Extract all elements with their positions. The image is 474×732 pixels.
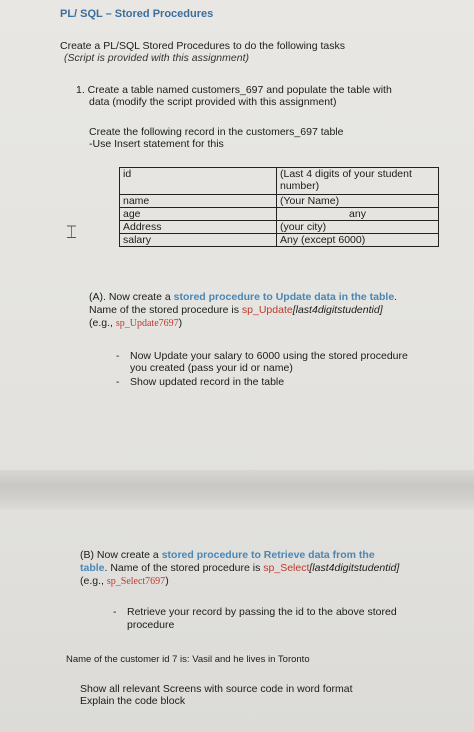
partB-line3: (e.g., sp_Select7697) [80, 575, 169, 587]
partA-line1: (A). Now create a stored procedure to Update data in the table. [89, 291, 398, 303]
partB-line1: (B) Now create a stored procedure to Retrieve data from the [80, 549, 375, 561]
document-title: PL/ SQL – Stored Procedures [60, 8, 214, 20]
partA-bullet1-line1: Now Update your salary to 6000 using the stored procedure [130, 350, 408, 362]
record-table [119, 167, 439, 247]
partA-line2: Name of the stored procedure is sp_Update[last4digitstudentid] [89, 304, 383, 316]
bullet-dash: - [116, 350, 120, 362]
table-row [120, 168, 439, 195]
partB-line2: table. Name of the stored procedure is sp_Select[last4digitstudentid] [80, 562, 400, 574]
partA-line3: (e.g., sp_Update7697) [89, 317, 183, 329]
partB-bullet1-line1: Retrieve your record by passing the id to the above stored [127, 606, 397, 618]
partB-bullet1-line2: procedure [127, 619, 175, 631]
partA-bullet2: Show updated record in the table [130, 376, 285, 388]
value-text: (Last 4 digits of your student [280, 168, 412, 180]
value-text: number) [280, 180, 320, 192]
field-cell: id [120, 168, 277, 195]
field-cell: age [120, 208, 277, 221]
value-cell: (Your Name) [277, 195, 439, 208]
field-cell: Address [120, 221, 277, 234]
table-row [120, 234, 439, 247]
task1-line1: 1. Create a table named customers_697 and populate the table with [76, 84, 392, 96]
bullet-dash: - [116, 376, 120, 388]
field-cell: name [120, 195, 277, 208]
table-row [120, 221, 439, 234]
value-cell [277, 168, 439, 195]
record-instruction-note: -Use Insert statement for this [89, 138, 224, 150]
footer-line1: Show all relevant Screens with source code in word format [80, 683, 353, 695]
table-row [120, 208, 439, 221]
customer-note: Name of the customer id 7 is: Vasil and he lives in Toronto [66, 654, 310, 665]
task1-line2: data (modify the script provided with this assignment) [89, 96, 337, 108]
value-cell: (your city) [277, 221, 439, 234]
intro-line: Create a PL/SQL Stored Procedures to do the following tasks [60, 40, 346, 52]
footer-line2: Explain the code block [80, 695, 186, 707]
field-cell: salary [120, 234, 277, 247]
table-row [120, 195, 439, 208]
text-cursor-icon: ⌶ [66, 222, 77, 243]
record-instruction: Create the following record in the customers_697 table [89, 126, 344, 138]
intro-note: (Script is provided with this assignment) [64, 52, 249, 64]
bullet-dash: - [113, 606, 117, 618]
page-break-band [0, 470, 474, 510]
partA-bullet1-line2: you created (pass your id or name) [130, 362, 293, 374]
value-cell: Any (except 6000) [277, 234, 439, 247]
value-cell: any [277, 208, 439, 221]
